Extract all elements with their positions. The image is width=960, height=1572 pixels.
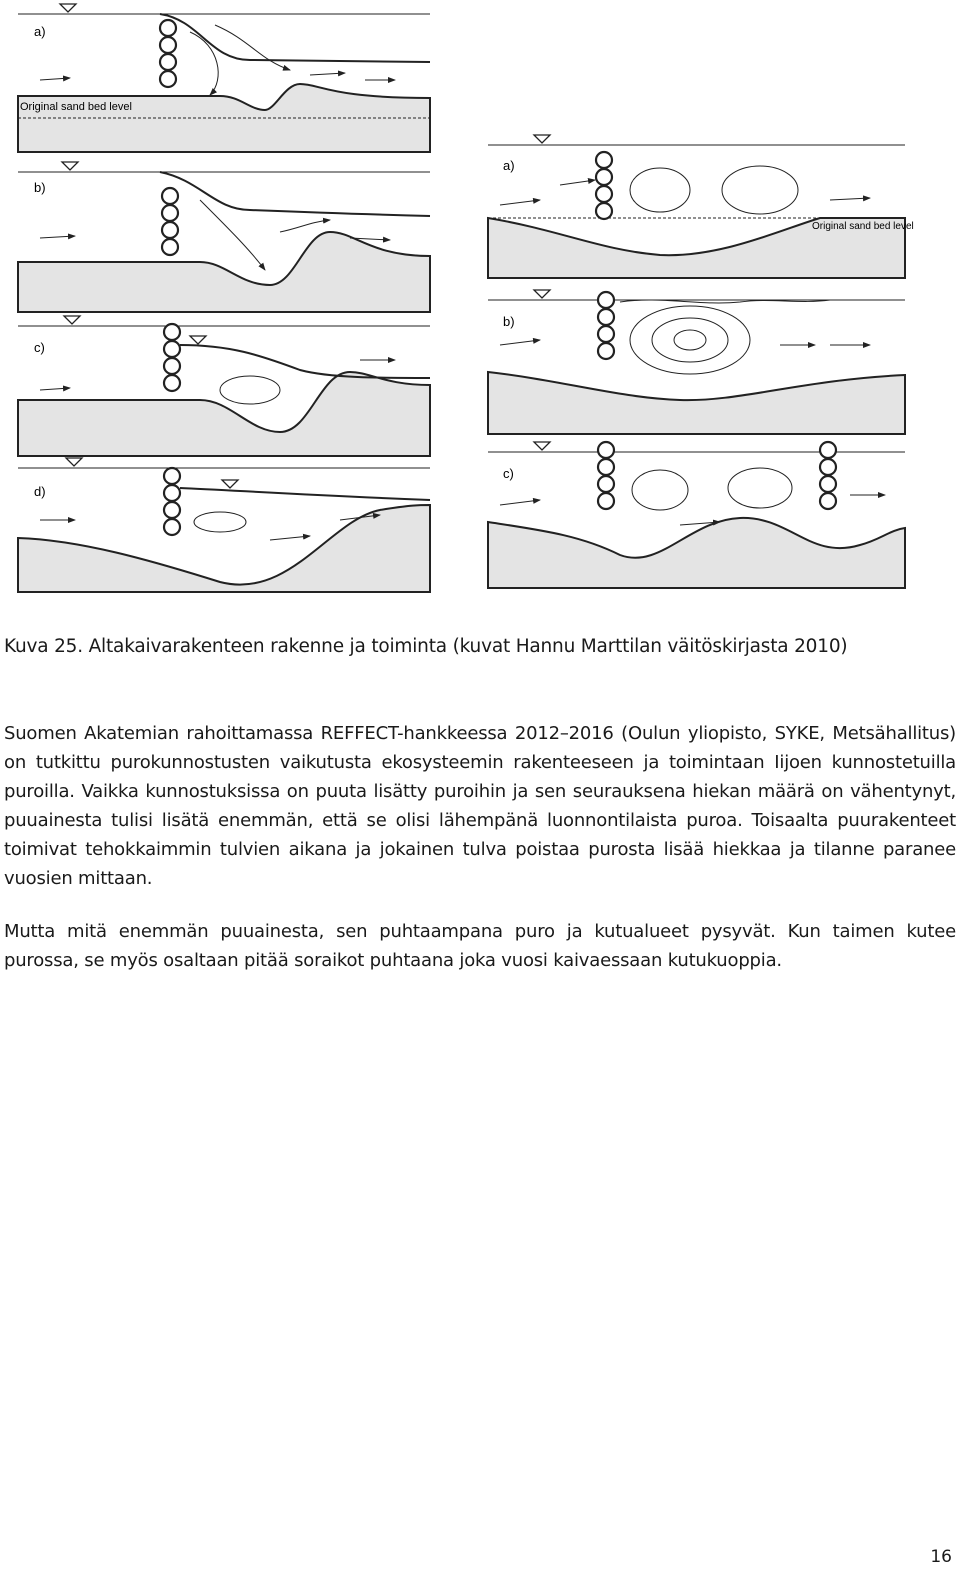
left-panel-a-bed-label: Original sand bed level [20, 101, 132, 113]
left-panel-a-label: a) [34, 24, 46, 39]
page-number: 16 [930, 1547, 952, 1567]
left-panel-d-label: d) [34, 484, 46, 499]
left-panel-c [18, 316, 430, 456]
left-panel-a [18, 4, 430, 152]
right-panel-a-bed-label: Original sand bed level [812, 221, 914, 232]
right-panel-b-label: b) [503, 314, 515, 329]
right-panel-c [488, 442, 905, 588]
right-panel-a [488, 135, 914, 278]
right-panel-b [488, 290, 905, 434]
right-panel-a-label: a) [503, 158, 515, 173]
body-paragraph-1: Suomen Akatemian rahoittamassa REFFECT-hankkeessa 2012–2016 (Oulun yliopisto, SYKE, Metsähallitus) on tutkittu purokunnostusten vaikutusta ekosysteemin rakenteeseen ja toimintaan Iijoen kunnostetuilla puroilla. Vaikka kunnostuksissa on puuta lisätty puroihin ja sen seurauksena hiekan määrä on vähentynyt, puuainesta tulisi lisätä enemmän, että se olisi lähempänä luonnontilaista puroa. Toisaalta puurakenteet toimivat tehokkaimmin tulvien aikana ja jokainen tulva poistaa purosta lisää hiekkaa ja tilanne paranee vuosien mittaan. [4, 723, 956, 889]
body-paragraph-2: Mutta mitä enemmän puuainesta, sen puhtaampana puro ja kutualueet pysyvät. Kun taimen kutee purossa, se myös osaltaan pitää soraikot puhtaana joka vuosi kaivaessaan kutukuoppia. [4, 921, 956, 971]
left-panel-b [18, 162, 430, 312]
right-panel-c-label: c) [503, 466, 514, 481]
left-panel-c-label: c) [34, 340, 45, 355]
left-panel-b-label: b) [34, 180, 46, 195]
figure-caption: Kuva 25. Altakaivarakenteen rakenne ja toiminta (kuvat Hannu Marttilan väitöskirjasta 2010) [4, 636, 848, 657]
figure-diagrams [0, 0, 960, 615]
left-panel-d [18, 458, 430, 592]
